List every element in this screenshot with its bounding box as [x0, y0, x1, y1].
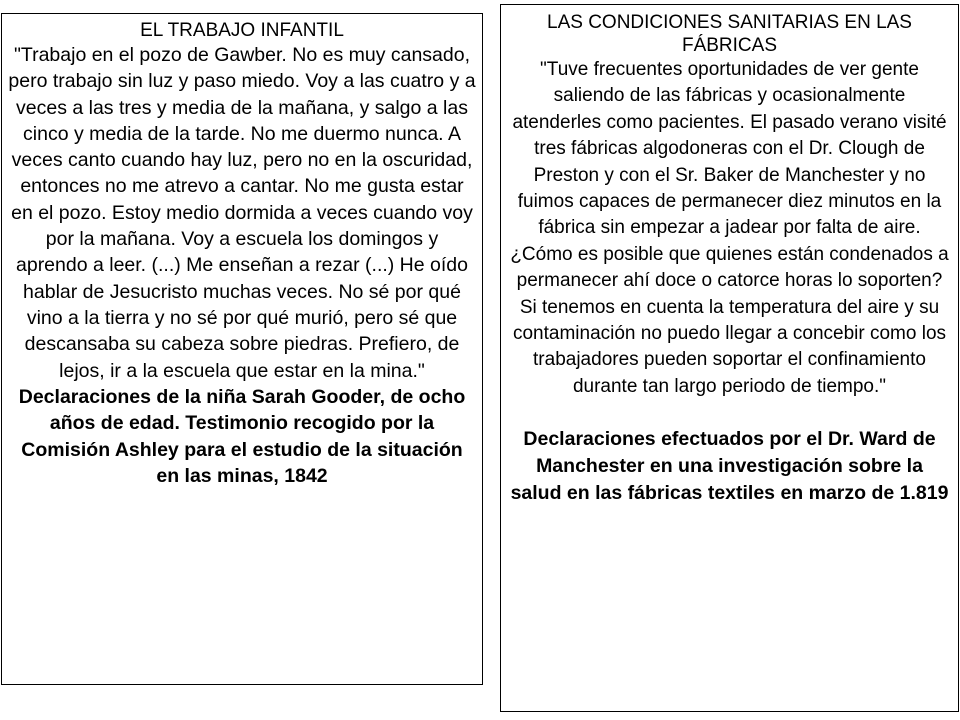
- source-attribution: Declaraciones efectuados por el Dr. Ward de Manchester en una investigación sobre la salud en las fábricas textiles en marzo de 1.819: [510, 428, 949, 504]
- testimony-quote: "Tuve frecuentes oportunidades de ver gente saliendo de las fábricas y ocasionalmente atenderles como pacientes. El pasado verano visité tres fábricas algodoneras con el Dr. Clough de Preston y con el Sr. Baker de Manchester y no fuimos capaces de permanecer diez minutos en la fábrica sin empezar a jadear por falta de aire. ¿Cómo es posible que quienes están condenados a permanecer ahí doce o catorce horas lo soporten? Si tenemos en cuenta la temperatura del aire y su contaminación no puedo llegar a concebir como los trabajadores pueden soportar el confinamiento durante tan largo periodo de tiempo.": [510, 59, 949, 397]
- box-title: EL TRABAJO INFANTIL: [140, 20, 344, 41]
- text-box-child-labor: [1, 13, 483, 685]
- source-attribution: Declaraciones de la niña Sarah Gooder, de ocho años de edad. Testimonio recogido por la Comisión Ashley para el estudio de la situación en las minas, 1842: [18, 385, 466, 488]
- box-title: LAS CONDICIONES SANITARIAS EN LAS FÁBRICAS: [547, 12, 912, 56]
- text-box-factory-sanitation: [500, 4, 959, 712]
- testimony-quote: "Trabajo en el pozo de Gawber. No es muy cansado, pero trabajo sin luz y paso miedo. Voy a las cuatro y a veces a las tres y media de la mañana, y salgo a las cinco y media de la tarde. No me duermo nunca. A veces canto cuando hay luz, pero no en la oscuridad, entonces no me atrevo a cantar. No me gusta estar en el pozo. Estoy medio dormida a veces cuando voy por la mañana. Voy a escuela los domingos y aprendo a leer. (...) Me enseñan a rezar (...) He oído hablar de Jesucristo muchas veces. No sé por qué vino a la tierra y no sé por qué murió, pero sé que descansaba su cabeza sobre piedras. Prefiero, de lejos, ir a la escuela que estar en la mina.": [8, 44, 476, 382]
